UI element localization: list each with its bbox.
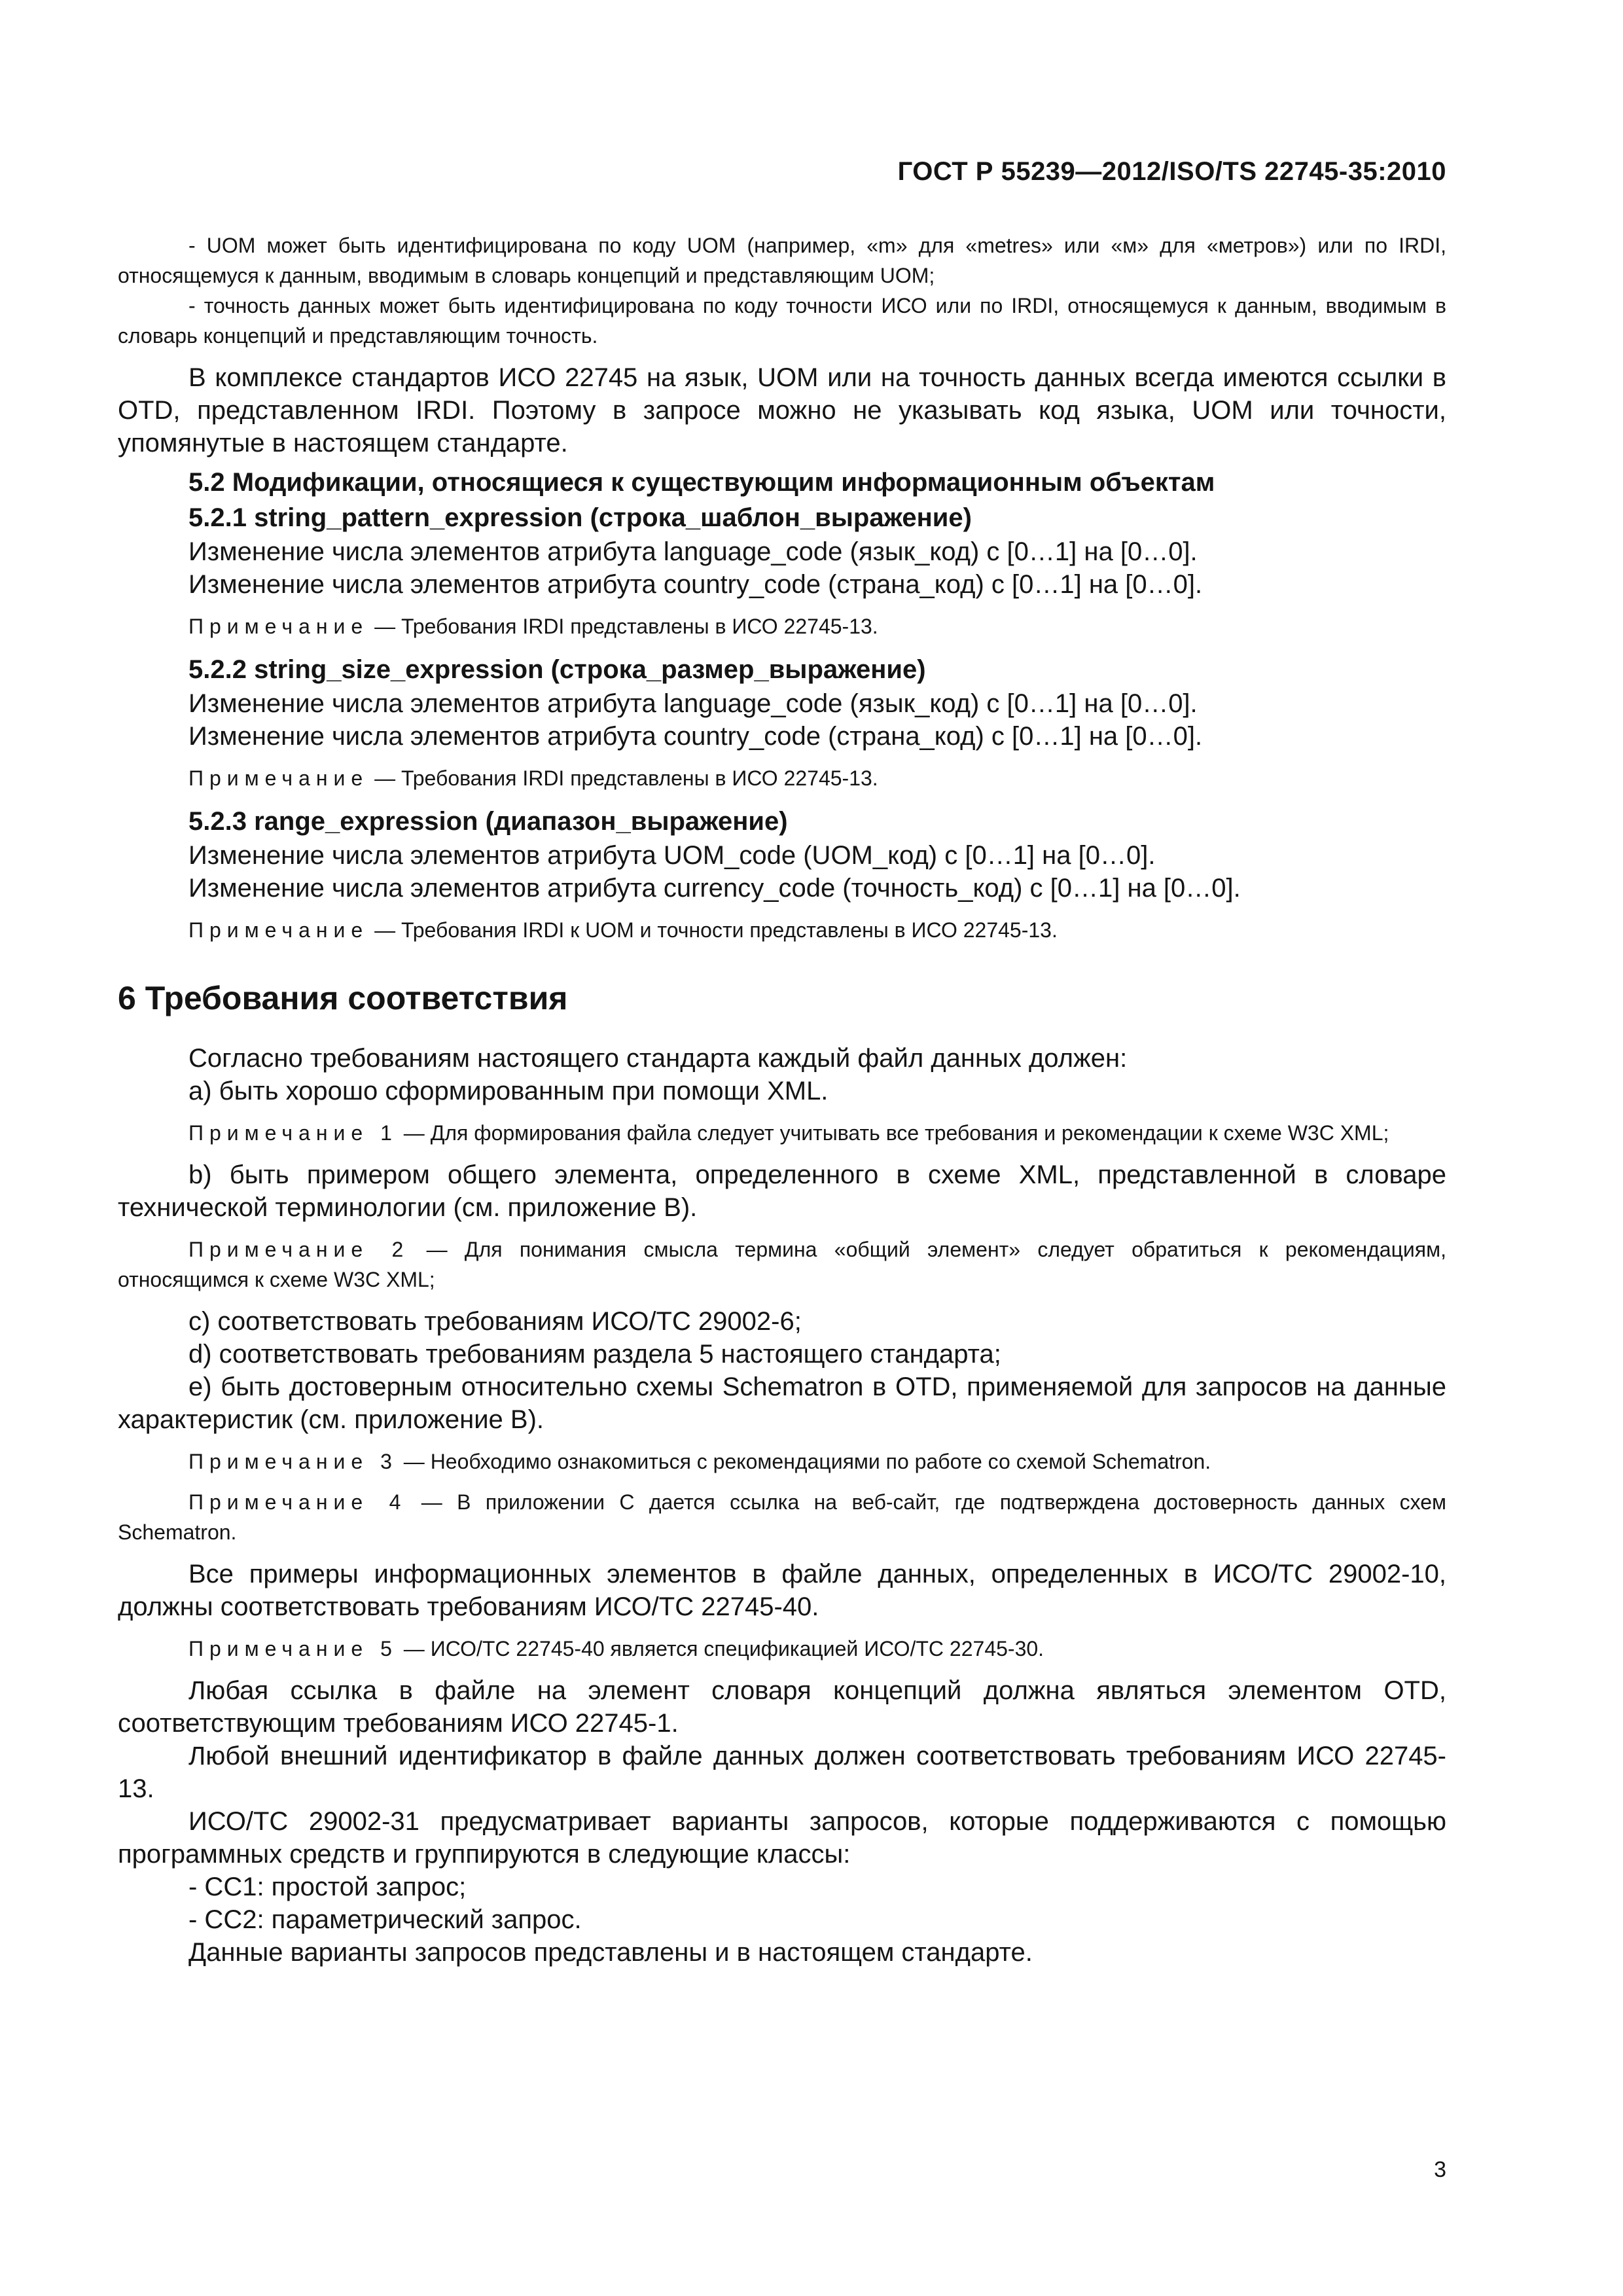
section-5-2-1-line-1: Изменение числа элементов атрибута language_code (язык_код) с [0…1] на [0…0]. bbox=[188, 537, 1198, 566]
note-text: — Требования IRDI к UOM и точности представлены в ИСО 22745-13. bbox=[368, 918, 1058, 942]
page-number: 3 bbox=[1434, 2157, 1446, 2182]
document-header: ГОСТ Р 55239—2012/ISO/TS 22745-35:2010 bbox=[897, 157, 1446, 186]
note-text: — В приложении С дается ссылка на веб-сайт, где подтверждена достоверность данных схем Schematron. bbox=[118, 1490, 1447, 1544]
requirement-item-c: c) соответствовать требованиям ИСО/ТС 29002-6; bbox=[188, 1307, 802, 1336]
note-1 bbox=[118, 1118, 1446, 1148]
note-label: Примечание 4 bbox=[188, 1490, 407, 1514]
section-5-2-heading: 5.2 Модификации, относящиеся к существующим информационным объектам bbox=[188, 468, 1215, 497]
note-2 bbox=[118, 1234, 1446, 1295]
section-5-2-2-line-1: Изменение числа элементов атрибута language_code (язык_код) с [0…1] на [0…0]. bbox=[188, 689, 1198, 718]
class-cc2: - CC2: параметрический запрос. bbox=[188, 1905, 582, 1934]
page-content bbox=[118, 230, 1446, 1969]
requirement-item-a: a) быть хорошо сформированным при помощи XML. bbox=[188, 1077, 829, 1105]
note-label: Примечание 3 bbox=[188, 1450, 398, 1473]
section-5-2-3-line-1: Изменение числа элементов атрибута UOM_code (UOM_код) с [0…1] на [0…0]. bbox=[188, 841, 1156, 870]
requirement-item-d: d) соответствовать требованиям раздела 5 настоящего стандарта; bbox=[188, 1340, 1001, 1369]
note-text: — Требования IRDI представлены в ИСО 22745-13. bbox=[368, 615, 878, 638]
paragraph-dictionary-reference: Любая ссылка в файле на элемент словаря концепций должна являться элементом OTD, соответствующим требованиям ИСО 22745-1. bbox=[118, 1676, 1446, 1738]
note-label: Примечание bbox=[188, 615, 369, 638]
section-5-2-2-heading: 5.2.2 string_size_expression (строка_размер_выражение) bbox=[188, 655, 926, 684]
paragraph-final: Данные варианты запросов представлены и в настоящем стандарте. bbox=[188, 1938, 1033, 1967]
note-text: — Необходимо ознакомиться с рекомендациями по работе со схемой Schematron. bbox=[397, 1450, 1211, 1473]
note-label: Примечание bbox=[188, 918, 369, 942]
paragraph-query-variants: ИСО/ТС 29002-31 предусматривает варианты запросов, которые поддерживаются с помощью программных средств и группируются в следующие классы: bbox=[118, 1807, 1446, 1869]
bullet-uom: - UOM может быть идентифицирована по коду UOM (например, «m» для «metres» или «м» для «метров») или по IRDI, относящемуся к данным, вводимым в словарь концепций и представляющим UOM; bbox=[118, 234, 1446, 287]
note-text: — Требования IRDI представлены в ИСО 22745-13. bbox=[368, 766, 878, 790]
note-text: — Для формирования файла следует учитывать все требования и рекомендации к схеме W3C XML; bbox=[397, 1121, 1389, 1145]
note-4 bbox=[118, 1487, 1446, 1547]
paragraph-external-identifier: Любой внешний идентификатор в файле данных должен соответствовать требованиям ИСО 22745-13. bbox=[118, 1742, 1446, 1803]
section-6-intro: Согласно требованиям настоящего стандарта каждый файл данных должен: bbox=[188, 1044, 1128, 1073]
class-cc1: - CC1: простой запрос; bbox=[188, 1873, 467, 1901]
section-6-heading: 6 Требования соответствия bbox=[118, 980, 568, 1016]
note-label: Примечание 2 bbox=[188, 1238, 410, 1261]
note-label: Примечание 1 bbox=[188, 1121, 398, 1145]
note-text: — Для понимания смысла термина «общий элемент» следует обратиться к рекомендациям, относящимся к схеме W3C XML; bbox=[118, 1238, 1447, 1291]
requirement-item-b: b) быть примером общего элемента, определенного в схеме XML, представленной в словаре технической терминологии (см. приложение В). bbox=[118, 1160, 1446, 1222]
section-5-2-1-note bbox=[118, 611, 1446, 641]
paragraph-references: В комплексе стандартов ИСО 22745 на язык, UOM или на точность данных всегда имеются ссылки в OTD, представленном IRDI. Поэтому в запросе можно не указывать код языка, UOM или точности, упомянутые в настоящем стандарте. bbox=[118, 363, 1446, 457]
note-label: Примечание bbox=[188, 766, 369, 790]
section-5-2-1-heading: 5.2.1 string_pattern_expression (строка_шаблон_выражение) bbox=[188, 503, 972, 532]
note-3 bbox=[118, 1446, 1446, 1477]
section-5-2-3-note bbox=[118, 915, 1446, 945]
note-label: Примечание 5 bbox=[188, 1637, 398, 1660]
section-5-2-3-line-2: Изменение числа элементов атрибута currency_code (точность_код) с [0…1] на [0…0]. bbox=[188, 874, 1241, 903]
section-5-2-1-line-2: Изменение числа элементов атрибута country_code (страна_код) с [0…1] на [0…0]. bbox=[188, 570, 1203, 599]
paragraph-examples: Все примеры информационных элементов в файле данных, определенных в ИСО/ТС 29002-10, должны соответствовать требованиям ИСО/ТС 22745-40. bbox=[118, 1560, 1446, 1621]
section-5-2-3-heading: 5.2.3 range_expression (диапазон_выражение) bbox=[188, 807, 788, 836]
note-text: — ИСО/ТС 22745-40 является спецификацией ИСО/ТС 22745-30. bbox=[397, 1637, 1044, 1660]
bullet-precision: - точность данных может быть идентифицирована по коду точности ИСО или по IRDI, относящемуся к данным, вводимым в словарь концепций и представляющим точность. bbox=[118, 294, 1446, 348]
requirement-item-e: e) быть достоверным относительно схемы Schematron в OTD, применяемой для запросов на данные характеристик (см. приложение В). bbox=[118, 1372, 1446, 1434]
note-5 bbox=[118, 1634, 1446, 1664]
section-5-2-2-note bbox=[118, 763, 1446, 793]
section-5-2-2-line-2: Изменение числа элементов атрибута country_code (страна_код) с [0…1] на [0…0]. bbox=[188, 722, 1203, 751]
